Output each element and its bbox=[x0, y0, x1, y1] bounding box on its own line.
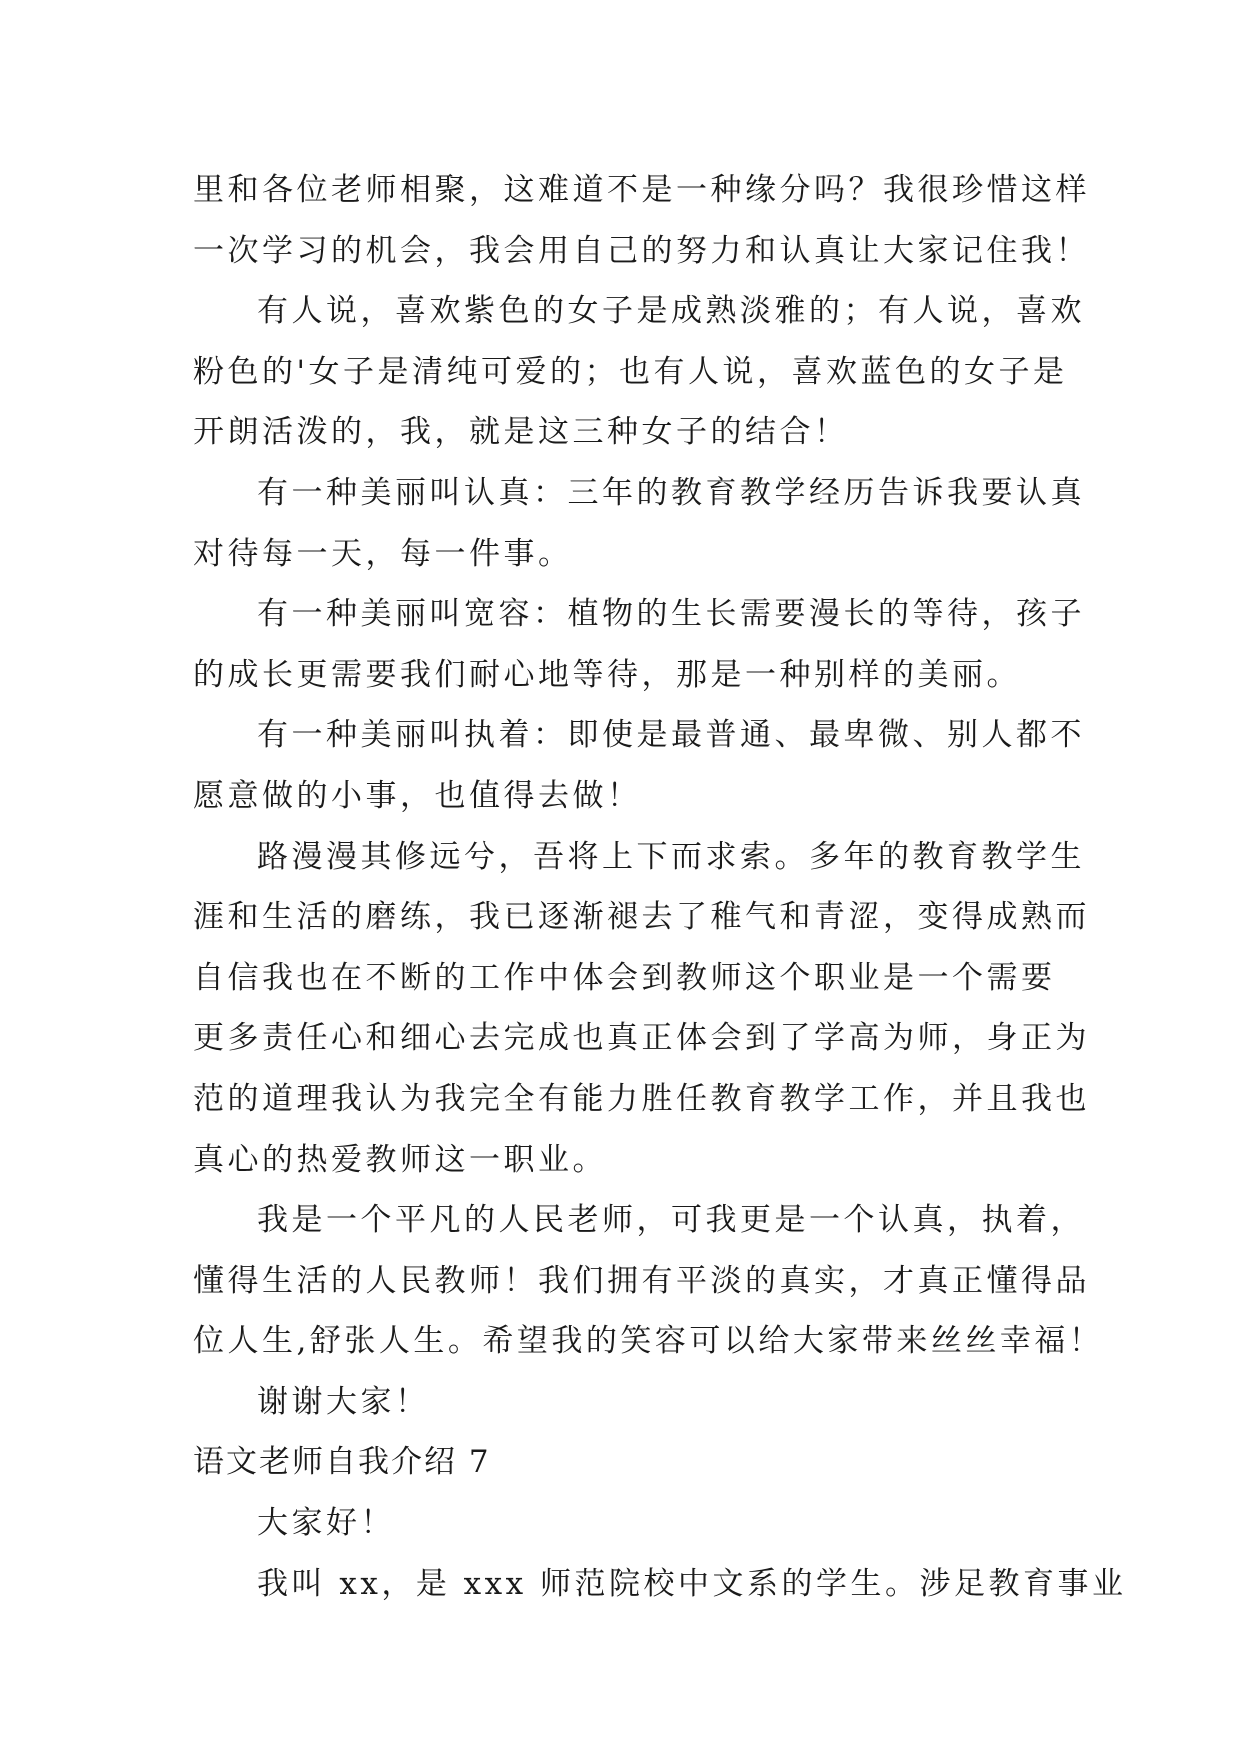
text-line: 我是一个平凡的人民老师，可我更是一个认真，执着， bbox=[257, 1202, 1085, 1239]
text-line: 开朗活泼的，我，就是这三种女子的结合！ bbox=[193, 414, 849, 451]
text-line: 自信我也在不断的工作中体会到教师这个职业是一个需要 bbox=[193, 959, 1056, 996]
text-line: 粉色的'女子是清纯可爱的；也有人说，喜欢蓝色的女子是 bbox=[193, 353, 1068, 390]
text-line: 一次学习的机会，我会用自己的努力和认真让大家记住我！ bbox=[193, 232, 1090, 269]
text-line: 有一种美丽叫宽容：植物的生长需要漫长的等待，孩子 bbox=[257, 596, 1085, 633]
text-line: 有一种美丽叫执着：即使是最普通、最卑微、别人都不 bbox=[257, 717, 1085, 754]
text-line: 里和各位老师相聚，这难道不是一种缘分吗？我很珍惜这样 bbox=[193, 172, 1090, 208]
text-line: 愿意做的小事，也值得去做！ bbox=[193, 777, 642, 814]
text-line: 路漫漫其修远兮，吾将上下而求索。多年的教育教学生 bbox=[257, 838, 1085, 875]
text-line: 大家好！ bbox=[257, 1505, 395, 1542]
text-line: 懂得生活的人民教师！我们拥有平淡的真实，才真正懂得品 bbox=[193, 1262, 1090, 1299]
text-line: 真心的热爱教师这一职业。 bbox=[193, 1141, 607, 1178]
text-line: 的成长更需要我们耐心地等待，那是一种别样的美丽。 bbox=[193, 656, 1021, 693]
text-line: 对待每一天，每一件事。 bbox=[193, 535, 573, 572]
text-line: 我叫 xx，是 xxx 师范院校中文系的学生。涉足教育事业 bbox=[257, 1565, 1127, 1602]
text-line: 位人生,舒张人生。希望我的笑容可以给大家带来丝丝幸福！ bbox=[193, 1323, 1104, 1360]
text-line: 有人说，喜欢紫色的女子是成熟淡雅的；有人说，喜欢 bbox=[257, 293, 1085, 330]
text-line: 范的道理我认为我完全有能力胜任教育教学工作，并且我也 bbox=[193, 1080, 1090, 1117]
text-line: 更多责任心和细心去完成也真正体会到了学高为师，身正为 bbox=[193, 1020, 1090, 1057]
section-heading: 语文老师自我介绍 7 bbox=[193, 1444, 491, 1481]
text-line: 有一种美丽叫认真：三年的教育教学经历告诉我要认真 bbox=[257, 474, 1085, 511]
text-line: 涯和生活的磨练，我已逐渐褪去了稚气和青涩，变得成熟而 bbox=[193, 899, 1090, 936]
document-body bbox=[193, 160, 1127, 1614]
text-line: 谢谢大家！ bbox=[257, 1383, 430, 1420]
